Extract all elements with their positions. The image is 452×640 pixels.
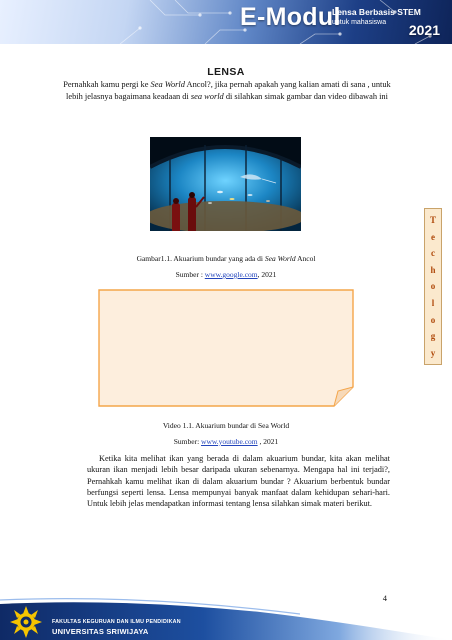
intro-text: Pernahkah kamu pergi ke <box>63 80 151 89</box>
video-caption: Video 1.1. Akuarium bundar di Sea World <box>162 421 290 430</box>
side-tab-letter: c <box>431 248 435 259</box>
video-source <box>0 437 452 446</box>
figure-caption-emphasis: Sea World <box>264 254 296 263</box>
side-tab-letter: h <box>430 264 436 275</box>
aquarium-photo <box>150 137 301 231</box>
body-paragraph: Ketika kita melihat ikan yang berada di dalam akuarium bundar, kita akan melihat ukuran ikan menjadi lebih besar daripada ukuran sebenarnya. Mengapa hal ini terjadi?, Pernahkah kamu melihat ikan di dalam akuarium bundar ? Akuarium berbentuk bundar berfungsi seperti lensa. Lensa mempunyai banyak manfaat dalam kehidupan sehari-hari. Untuk lebih jelas mendapatkan informasi tentang lensa silahkan simak materi berikut. <box>87 454 390 509</box>
figure-caption <box>0 254 452 263</box>
side-tab-letter: o <box>430 281 436 292</box>
year-label: 2021 <box>408 22 440 38</box>
brand-tagline: untuk mahasiswa <box>332 19 387 26</box>
intro-text: di silahkan simak gambar dan video dibawah ini <box>223 91 388 101</box>
page-header <box>0 0 452 44</box>
page-number: 4 <box>382 593 387 603</box>
video-embed[interactable] <box>98 289 354 407</box>
university-name: UNIVERSITAS SRIWIJAYA <box>52 627 149 636</box>
figure-caption-text: Ancol <box>295 254 316 263</box>
source-year: , 2021 <box>257 437 279 446</box>
side-tab-letter: o <box>430 314 436 325</box>
youtube-source-link[interactable]: www.youtube.com <box>201 437 258 446</box>
google-source-link[interactable]: www.google.com <box>204 270 258 279</box>
side-tab-letter: T <box>429 215 436 226</box>
figure-source <box>0 270 452 279</box>
brand-subtitle: Lensa Berbasis STEM <box>332 7 421 17</box>
aquarium-illustration <box>150 137 301 231</box>
technology-side-tab <box>424 208 442 365</box>
intro-paragraph <box>62 79 392 102</box>
side-tab-letter: e <box>431 231 435 242</box>
intro-text: Ancol?, jika pernah apakah yang kalian amati di sana , untuk lebih jelasnya bagaimana keadaan di <box>66 80 391 101</box>
brand-title: E-Modul <box>240 3 341 31</box>
figure-caption-text: Gambar1.1. Akuarium bundar yang ada di <box>136 254 265 263</box>
side-tab-letter: l <box>431 298 435 308</box>
page-title: LENSA <box>207 66 245 78</box>
source-label: Sumber : <box>175 270 205 279</box>
side-tab-letter: y <box>430 347 436 358</box>
intro-emphasis: Sea World <box>150 80 185 89</box>
side-tab-letter: g <box>430 331 436 342</box>
intro-emphasis: sea world <box>190 91 224 101</box>
university-logo <box>6 604 46 640</box>
faculty-name: FAKULTAS KEGURUAN DAN ILMU PENDIDIKAN <box>52 619 181 625</box>
source-label: Sumber: <box>173 437 202 446</box>
source-year: , 2021 <box>257 270 277 279</box>
